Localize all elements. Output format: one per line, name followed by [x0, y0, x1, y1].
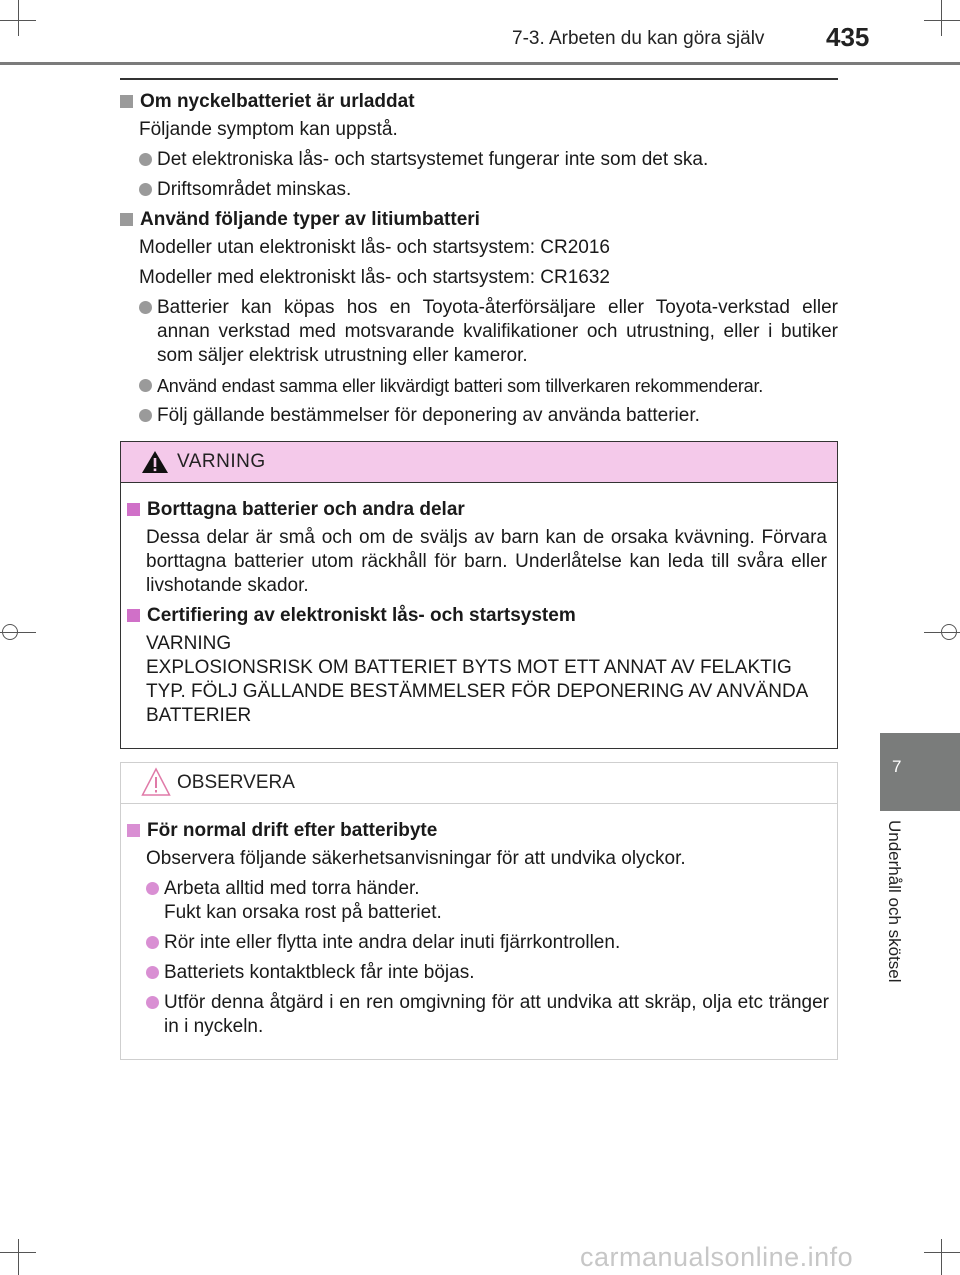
warning-title: VARNING — [177, 451, 266, 472]
square-marker-icon — [127, 503, 140, 516]
header-rule — [0, 62, 960, 65]
paragraph: Modeller utan elektroniskt lås- och startsystem: CR2016 — [139, 237, 610, 258]
notice-heading: För normal drift efter batteribyte — [127, 819, 829, 843]
chapter-number: 7 — [892, 757, 902, 776]
bullet-item: Det elektroniska lås- och startsystemet fungerar inte som det ska. — [120, 148, 838, 172]
square-marker-icon — [127, 824, 140, 837]
watermark: carmanualsonline.info — [580, 1242, 854, 1272]
bullet-dot-icon — [139, 153, 152, 166]
warning-header — [121, 442, 837, 483]
bullet-item: Batterier kan köpas hos en Toyota-återförsäljare eller Toyota-verkstad eller annan verkstad med motsvarande kvalifikationer och utrustning, eller i butiker som säljer elektrisk utrustning eller kameror. — [120, 296, 838, 368]
warning-box — [120, 441, 838, 749]
caution-triangle-icon — [141, 767, 171, 797]
bullet-dot-icon — [139, 379, 152, 392]
notice-bullet: Batteriets kontaktbleck får inte böjas. — [127, 961, 829, 985]
crop-mark — [18, 1239, 19, 1275]
crop-mark — [924, 1252, 960, 1253]
bullet-item: Driftsområdet minskas. — [120, 178, 838, 202]
bullet-dot-icon — [139, 301, 152, 314]
notice-bullet: Utför denna åtgärd i en ren omgivning för att undvika att skräp, olja etc tränger in i nyckeln. — [127, 991, 829, 1039]
crop-mark — [924, 20, 960, 21]
bullet-item: Följ gällande bestämmelser för deponering av använda batterier. — [120, 404, 838, 428]
crop-mark — [18, 0, 19, 36]
bullet-dot-icon — [146, 882, 159, 895]
section-heading: Använd följande typer av litiumbatteri — [120, 208, 838, 232]
notice-title: OBSERVERA — [177, 772, 295, 793]
notice-header — [121, 763, 837, 804]
warning-triangle-icon — [141, 450, 169, 474]
section-rule — [120, 78, 838, 80]
chapter-label: Underhåll och skötsel — [885, 820, 904, 983]
bullet-item: Använd endast samma eller likvärdigt batteri som tillverkaren rekommenderar. — [120, 374, 838, 398]
notice-body — [127, 819, 829, 1039]
bullet-dot-icon — [139, 409, 152, 422]
warning-heading: Certifiering av elektroniskt lås- och startsystem — [127, 604, 827, 628]
main-content — [120, 90, 838, 428]
crop-mark — [941, 1239, 942, 1275]
page-number: 435 — [826, 22, 870, 52]
warning-text: Dessa delar är små och om de sväljs av barn kan de orsaka kvävning. Förvara borttagna batterier utom räckhåll för barn. Underlåtelse kan leda till svåra eller livshotande skador. — [146, 527, 827, 596]
warning-text: EXPLOSIONSRISK OM BATTERIET BYTS MOT ETT ANNAT AV FELAKTIG TYP. FÖLJ GÄLLANDE BESTÄMMELSER FÖR DEPONERING AV ANVÄNDA BATTERIER — [146, 657, 808, 726]
square-marker-icon — [127, 609, 140, 622]
crop-mark — [941, 0, 942, 36]
section-heading: Om nyckelbatteriet är urladdat — [120, 90, 838, 114]
warning-text: VARNING — [146, 633, 232, 654]
paragraph: Följande symptom kan uppstå. — [139, 119, 398, 140]
crop-circle — [2, 624, 18, 640]
paragraph: Modeller med elektroniskt lås- och startsystem: CR1632 — [139, 267, 610, 288]
notice-box — [120, 762, 838, 1060]
square-marker-icon — [120, 213, 133, 226]
bullet-dot-icon — [146, 936, 159, 949]
notice-bullet: Arbeta alltid med torra händer. Fukt kan orsaka rost på batteriet. — [127, 877, 829, 925]
warning-heading: Borttagna batterier och andra delar — [127, 498, 827, 522]
crop-circle — [941, 624, 957, 640]
notice-bullet: Rör inte eller flytta inte andra delar inuti fjärrkontrollen. — [127, 931, 829, 955]
bullet-dot-icon — [146, 996, 159, 1009]
square-marker-icon — [120, 95, 133, 108]
header-section-title: 7-3. Arbeten du kan göra själv — [512, 28, 765, 49]
bullet-dot-icon — [146, 966, 159, 979]
notice-intro: Observera följande säkerhetsanvisningar för att undvika olyckor. — [146, 848, 686, 869]
bullet-dot-icon — [139, 183, 152, 196]
warning-body — [127, 498, 827, 728]
